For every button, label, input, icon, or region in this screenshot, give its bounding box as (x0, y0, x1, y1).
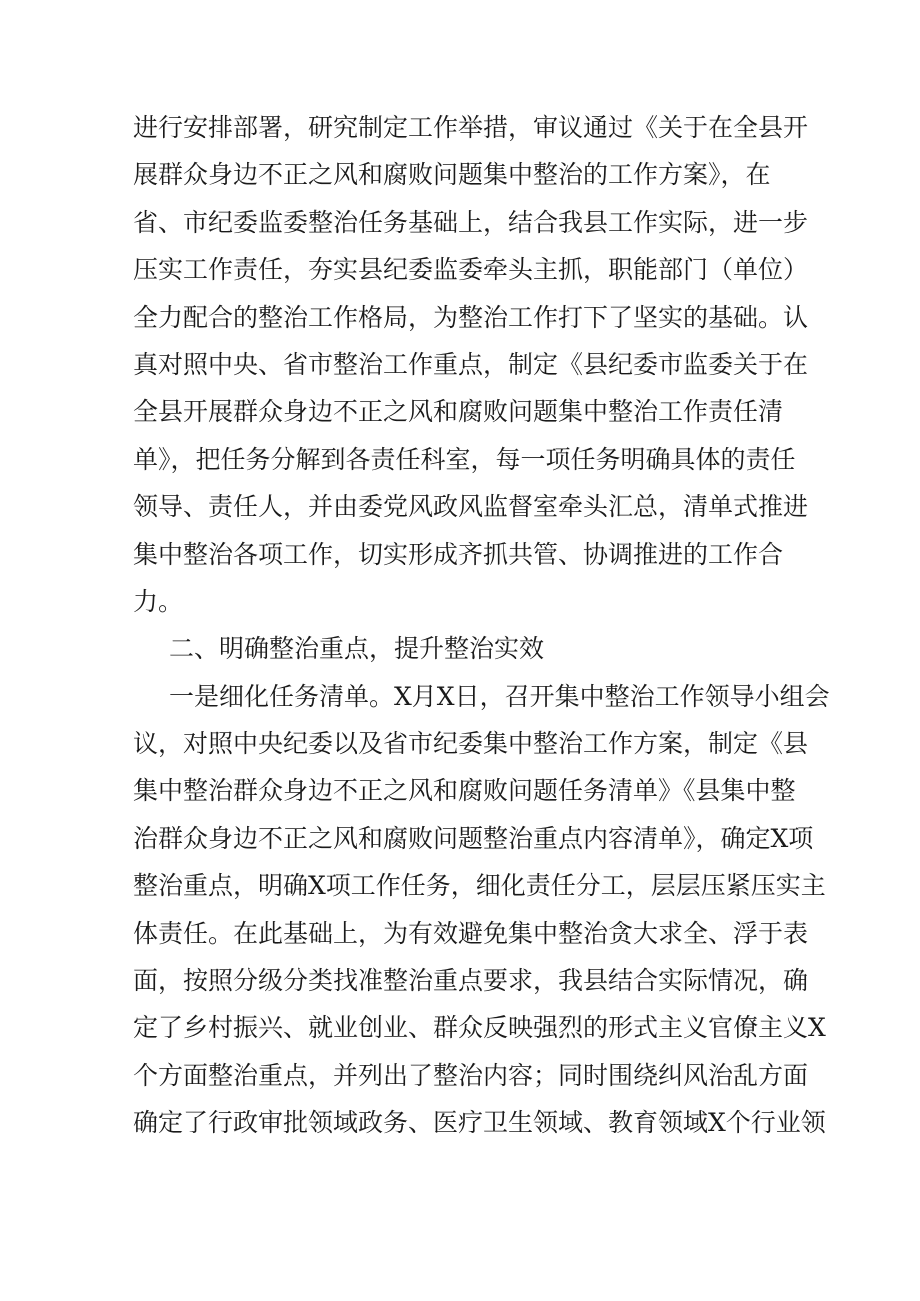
text-line: 议，对照中央纪委以及省市纪委集中整治工作方案，制定《县 (133, 729, 809, 759)
text-line: 定了乡村振兴、就业创业、群众反映强烈的形式主义官僚主义X (133, 1013, 826, 1043)
text-line: 治群众身边不正之风和腐败问题整治重点内容清单》，确定X项 (133, 823, 814, 853)
text-line: 全力配合的整治工作格局，为整治工作打下了坚实的基础。认 (133, 302, 809, 332)
text-line: 省、市纪委监委整治任务基础上，结合我县工作实际，进一步 (133, 207, 809, 237)
text-line: 进行安排部署，研究制定工作举措，审议通过《关于在全县开 (133, 113, 809, 142)
section-heading: 二、明确整治重点，提升整治实效 (169, 634, 545, 664)
document-body (133, 104, 830, 1147)
text-line: 整治重点，明确X项工作任务，细化责任分工，层层压紧压实主 (133, 871, 826, 901)
text-line: 压实工作责任，夯实县纪委监委牵头主抓，职能部门（单位） (133, 255, 809, 285)
text-line: 单》，把任务分解到各责任科室，每一项任务明确具体的责任 (133, 444, 796, 474)
text-line: 体责任。在此基础上，为有效避免集中整治贪大求全、浮于表 (133, 918, 809, 948)
text-line: 展群众身边不正之风和腐败问题集中整治的工作方案》，在 (133, 160, 771, 190)
text-line: 一是细化任务清单。X月X日，召开集中整治工作领导小组会 (169, 681, 830, 711)
text-line: 集中整治各项工作，切实形成齐抓共管、协调推进的工作合 (133, 539, 784, 569)
text-line: 领导、责任人，并由委党风政风监督室牵头汇总，清单式推进 (133, 492, 809, 522)
text-line: 真对照中央、省市整治工作重点，制定《县纪委市监委关于在 (133, 349, 809, 379)
text-line: 面，按照分级分类找准整治重点要求，我县结合实际情况，确 (133, 966, 809, 996)
text-line: 力。 (133, 586, 184, 616)
text-line: 确定了行政审批领域政务、医疗卫生领域、教育领域X个行业领 (133, 1108, 826, 1138)
text-line: 个方面整治重点，并列出了整治内容；同时围绕纠风治乱方面 (133, 1060, 809, 1090)
text-line: 集中整治群众身边不正之风和腐败问题任务清单》《县集中整 (133, 776, 796, 806)
text-line: 全县开展群众身边不正之风和腐败问题集中整治工作责任清 (133, 397, 784, 427)
